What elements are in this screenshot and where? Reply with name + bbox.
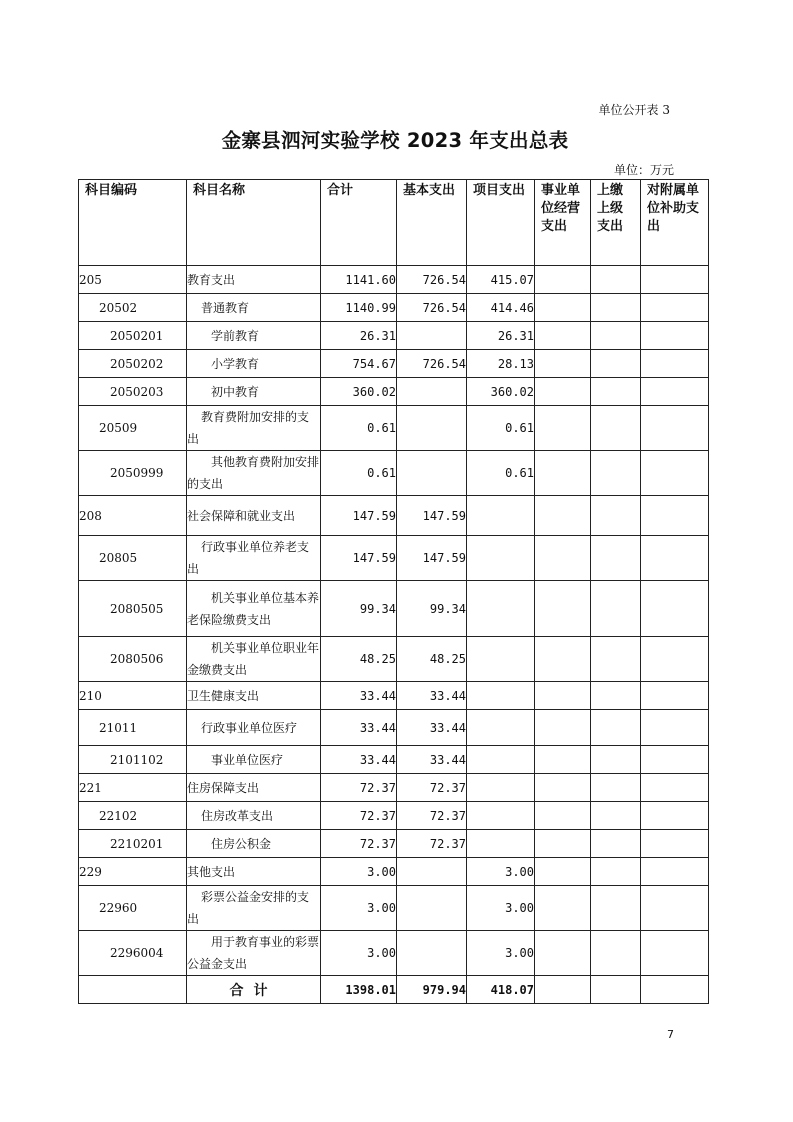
expenditure-table: [78, 179, 709, 1004]
header-subsidy: 对附属单位补助支出: [641, 180, 709, 266]
row-subsidy: [641, 886, 709, 931]
row-business: [535, 266, 591, 294]
row-total: 0.61: [321, 451, 397, 496]
row-remit: [591, 581, 641, 637]
row-name: 卫生健康支出: [187, 682, 321, 710]
row-subsidy: [641, 266, 709, 294]
row-business: [535, 746, 591, 774]
row-business: [535, 858, 591, 886]
row-remit: [591, 710, 641, 746]
row-name: 彩票公益金安排的支出: [187, 886, 321, 931]
row-subsidy: [641, 802, 709, 830]
row-subsidy: [641, 774, 709, 802]
row-code: 20502: [79, 294, 187, 322]
row-basic: 72.37: [397, 802, 467, 830]
row-basic: [397, 451, 467, 496]
row-code: 2050201: [79, 322, 187, 350]
row-basic: [397, 322, 467, 350]
table-row: [79, 350, 709, 378]
row-remit: [591, 378, 641, 406]
row-business: [535, 830, 591, 858]
row-basic: 147.59: [397, 536, 467, 581]
row-name: 机关事业单位基本养老保险缴费支出: [187, 581, 321, 637]
row-project: [467, 746, 535, 774]
row-code: 2296004: [79, 931, 187, 976]
header-code: 科目编码: [79, 180, 187, 266]
row-total: 1141.60: [321, 266, 397, 294]
row-remit: [591, 350, 641, 378]
row-subsidy: [641, 536, 709, 581]
row-code: 2080506: [79, 637, 187, 682]
row-total: 754.67: [321, 350, 397, 378]
row-subsidy: [641, 858, 709, 886]
row-name: 教育费附加安排的支出: [187, 406, 321, 451]
row-business: [535, 802, 591, 830]
row-total: 3.00: [321, 858, 397, 886]
table-row: [79, 858, 709, 886]
row-code: 2050202: [79, 350, 187, 378]
row-name: 教育支出: [187, 266, 321, 294]
header-basic: 基本支出: [397, 180, 467, 266]
row-remit: [591, 931, 641, 976]
row-basic: [397, 378, 467, 406]
row-name: 小学教育: [187, 350, 321, 378]
table-row: [79, 682, 709, 710]
row-name: 用于教育事业的彩票公益金支出: [187, 931, 321, 976]
row-code: 205: [79, 266, 187, 294]
table-row: [79, 322, 709, 350]
row-project: [467, 496, 535, 536]
row-subsidy: [641, 581, 709, 637]
row-basic: 33.44: [397, 710, 467, 746]
row-business: [535, 886, 591, 931]
row-project: [467, 830, 535, 858]
row-project: [467, 710, 535, 746]
row-subsidy: [641, 350, 709, 378]
row-total: 99.34: [321, 581, 397, 637]
row-code: 20509: [79, 406, 187, 451]
header-project: 项目支出: [467, 180, 535, 266]
table-row: [79, 378, 709, 406]
row-code: 2210201: [79, 830, 187, 858]
total-project: 418.07: [467, 976, 535, 1004]
row-code: 2050203: [79, 378, 187, 406]
row-name: 住房改革支出: [187, 802, 321, 830]
total-row: [79, 976, 709, 1004]
row-subsidy: [641, 378, 709, 406]
table-row: [79, 581, 709, 637]
total-remit: [591, 976, 641, 1004]
row-basic: 726.54: [397, 350, 467, 378]
row-remit: [591, 830, 641, 858]
row-code: 22960: [79, 886, 187, 931]
row-basic: 33.44: [397, 682, 467, 710]
row-business: [535, 581, 591, 637]
table-row: [79, 294, 709, 322]
row-code: 2080505: [79, 581, 187, 637]
row-code: 2101102: [79, 746, 187, 774]
table-row: [79, 266, 709, 294]
row-basic: 726.54: [397, 294, 467, 322]
row-code: 229: [79, 858, 187, 886]
total-code-cell: [79, 976, 187, 1004]
row-name: 行政事业单位医疗: [187, 710, 321, 746]
row-subsidy: [641, 710, 709, 746]
header-total: 合计: [321, 180, 397, 266]
total-subsidy: [641, 976, 709, 1004]
row-business: [535, 496, 591, 536]
row-name: 社会保障和就业支出: [187, 496, 321, 536]
row-subsidy: [641, 931, 709, 976]
row-name: 普通教育: [187, 294, 321, 322]
page-number: 7: [667, 1028, 674, 1041]
row-business: [535, 294, 591, 322]
total-label: 合计: [187, 976, 321, 1004]
row-subsidy: [641, 496, 709, 536]
row-subsidy: [641, 682, 709, 710]
row-project: 28.13: [467, 350, 535, 378]
row-remit: [591, 802, 641, 830]
table-row: [79, 746, 709, 774]
unit-label: 单位：万元: [613, 163, 674, 177]
row-project: 414.46: [467, 294, 535, 322]
row-project: [467, 581, 535, 637]
row-business: [535, 710, 591, 746]
row-remit: [591, 858, 641, 886]
row-basic: 99.34: [397, 581, 467, 637]
row-total: 1140.99: [321, 294, 397, 322]
row-name: 其他教育费附加安排的支出: [187, 451, 321, 496]
row-project: [467, 802, 535, 830]
table-row: [79, 451, 709, 496]
row-total: 147.59: [321, 496, 397, 536]
row-name: 住房保障支出: [187, 774, 321, 802]
row-total: 33.44: [321, 710, 397, 746]
row-subsidy: [641, 451, 709, 496]
row-remit: [591, 322, 641, 350]
row-total: 147.59: [321, 536, 397, 581]
row-subsidy: [641, 746, 709, 774]
row-remit: [591, 774, 641, 802]
row-basic: [397, 858, 467, 886]
row-name: 初中教育: [187, 378, 321, 406]
row-code: 210: [79, 682, 187, 710]
table-row: [79, 886, 709, 931]
row-business: [535, 931, 591, 976]
row-total: 72.37: [321, 830, 397, 858]
row-subsidy: [641, 294, 709, 322]
total-basic: 979.94: [397, 976, 467, 1004]
row-project: [467, 682, 535, 710]
header-business: 事业单位经营支出: [535, 180, 591, 266]
row-business: [535, 322, 591, 350]
row-total: 48.25: [321, 637, 397, 682]
row-total: 3.00: [321, 886, 397, 931]
row-basic: 147.59: [397, 496, 467, 536]
row-code: 208: [79, 496, 187, 536]
page-title: 金寨县泗河实验学校 2023 年支出总表: [221, 129, 569, 152]
row-name: 其他支出: [187, 858, 321, 886]
table-row: [79, 710, 709, 746]
table-row: [79, 802, 709, 830]
header-name: 科目名称: [187, 180, 321, 266]
row-project: [467, 536, 535, 581]
row-name: 行政事业单位养老支出: [187, 536, 321, 581]
row-project: 360.02: [467, 378, 535, 406]
row-subsidy: [641, 830, 709, 858]
row-business: [535, 637, 591, 682]
row-remit: [591, 266, 641, 294]
row-code: 2050999: [79, 451, 187, 496]
row-remit: [591, 406, 641, 451]
row-name: 住房公积金: [187, 830, 321, 858]
form-number: 单位公开表 3: [598, 103, 670, 117]
row-project: 0.61: [467, 451, 535, 496]
table-row: [79, 406, 709, 451]
row-business: [535, 451, 591, 496]
row-total: 72.37: [321, 774, 397, 802]
row-basic: 33.44: [397, 746, 467, 774]
row-project: 3.00: [467, 931, 535, 976]
row-remit: [591, 886, 641, 931]
row-remit: [591, 294, 641, 322]
row-project: 415.07: [467, 266, 535, 294]
row-basic: [397, 886, 467, 931]
row-total: 33.44: [321, 682, 397, 710]
table-row: [79, 830, 709, 858]
row-name: 学前教育: [187, 322, 321, 350]
row-business: [535, 682, 591, 710]
table-header-row: [79, 180, 709, 266]
row-business: [535, 378, 591, 406]
total-sum: 1398.01: [321, 976, 397, 1004]
row-total: 33.44: [321, 746, 397, 774]
row-basic: 48.25: [397, 637, 467, 682]
row-project: [467, 637, 535, 682]
row-remit: [591, 451, 641, 496]
header-remit: 上缴上级支出: [591, 180, 641, 266]
row-business: [535, 406, 591, 451]
table-row: [79, 774, 709, 802]
row-subsidy: [641, 406, 709, 451]
row-remit: [591, 637, 641, 682]
row-remit: [591, 536, 641, 581]
row-total: 0.61: [321, 406, 397, 451]
row-business: [535, 536, 591, 581]
row-business: [535, 350, 591, 378]
table-row: [79, 496, 709, 536]
row-name: 机关事业单位职业年金缴费支出: [187, 637, 321, 682]
row-remit: [591, 682, 641, 710]
row-total: 72.37: [321, 802, 397, 830]
table-body: [79, 266, 709, 976]
row-project: 3.00: [467, 886, 535, 931]
row-basic: 72.37: [397, 774, 467, 802]
total-business: [535, 976, 591, 1004]
row-total: 3.00: [321, 931, 397, 976]
row-basic: 72.37: [397, 830, 467, 858]
row-project: 0.61: [467, 406, 535, 451]
row-total: 360.02: [321, 378, 397, 406]
row-name: 事业单位医疗: [187, 746, 321, 774]
row-total: 26.31: [321, 322, 397, 350]
row-code: 21011: [79, 710, 187, 746]
table-row: [79, 931, 709, 976]
table-row: [79, 536, 709, 581]
row-basic: [397, 931, 467, 976]
row-remit: [591, 496, 641, 536]
row-project: 26.31: [467, 322, 535, 350]
row-business: [535, 774, 591, 802]
row-basic: [397, 406, 467, 451]
row-remit: [591, 746, 641, 774]
row-subsidy: [641, 637, 709, 682]
table-row: [79, 637, 709, 682]
row-code: 221: [79, 774, 187, 802]
row-code: 22102: [79, 802, 187, 830]
row-code: 20805: [79, 536, 187, 581]
row-subsidy: [641, 322, 709, 350]
row-project: 3.00: [467, 858, 535, 886]
row-project: [467, 774, 535, 802]
row-basic: 726.54: [397, 266, 467, 294]
